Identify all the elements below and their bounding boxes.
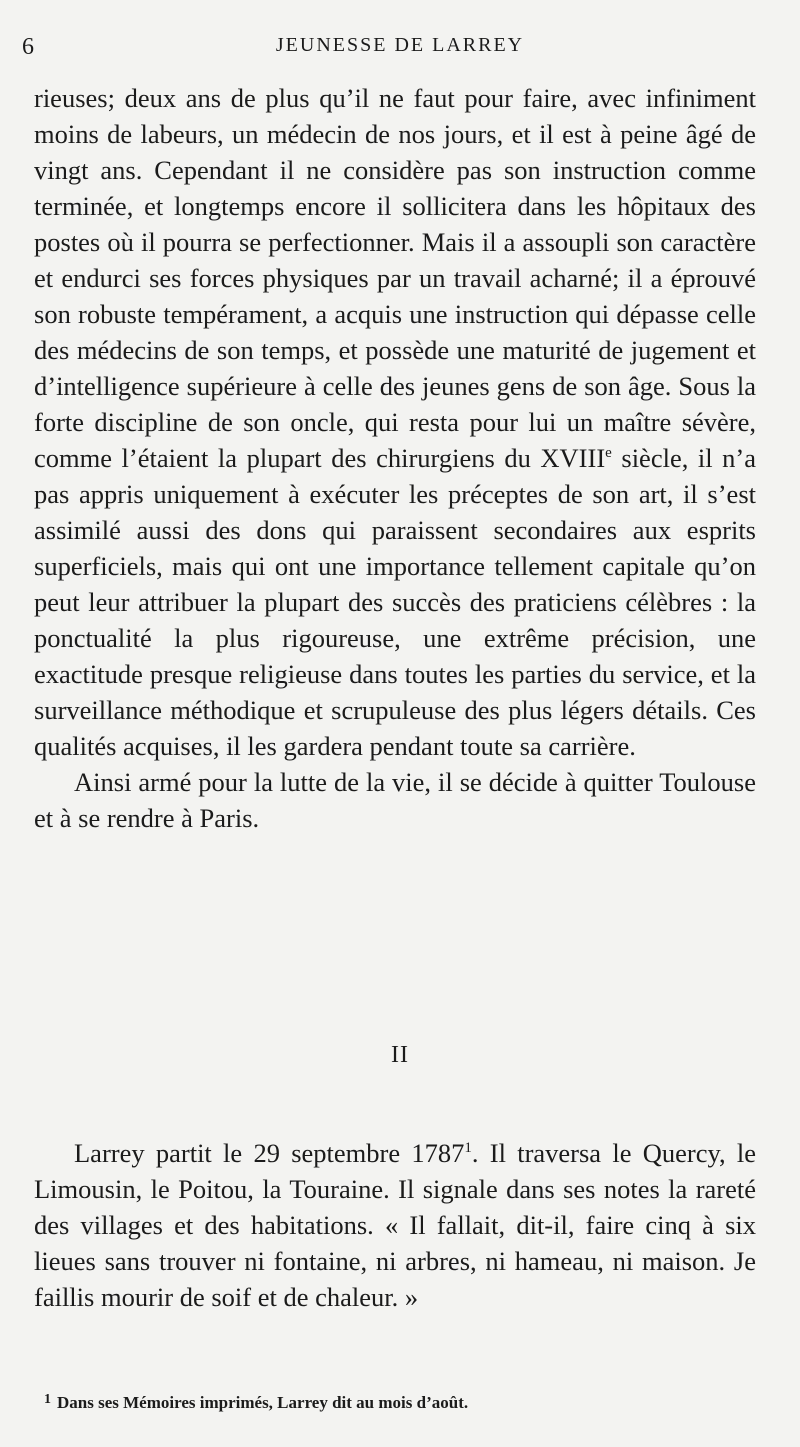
footnote-marker: 1 — [44, 1392, 51, 1407]
page-number: 6 — [22, 34, 34, 60]
page-header — [22, 34, 778, 60]
section-one-text — [34, 80, 756, 836]
footnote-text: Dans ses Mémoires imprimés, Larrey dit au mois d’août. — [57, 1393, 469, 1412]
paragraph-3: Larrey partit le 29 septembre 1787$^1$. Il traversa le Quercy, le Limousin, le Poitou, la Touraine. Il signale dans ses notes la rareté des villages et des habitations. « Il fallait, dit-il, faire cinq à six lieues sans trouver ni fontaine, ni arbres, ni hameau, ni maison. Je faillis mourir de soif et de chaleur. » — [34, 1138, 756, 1312]
section-two-text — [34, 1135, 756, 1315]
paragraph-2: Ainsi armé pour la lutte de la vie, il se décide à quitter Toulouse et à se rendre à Paris. — [34, 767, 756, 833]
running-title: JEUNESSE DE LARREY — [275, 34, 525, 56]
section-heading: II — [391, 1042, 409, 1068]
footnote-reference: 1 — [464, 1140, 472, 1157]
paragraph-1: rieuses; deux ans de plus qu’il ne faut pour faire, avec infiniment moins de labeurs, un médecin de nos jours, et il est à peine âgé de vingt ans. Cependant il ne considère pas son instruction comme terminée, et longtemps encore il sollicitera dans les hôpitaux des postes où il pourra se perfectionner. Mais il a assoupli son caractère et endurci ses forces physiques par un travail acharné; il a éprouvé son robuste tempérament, a acquis une instruction qui dépasse celle des médecins de son temps, et possède une maturité de jugement et d’intelligence supérieure à celle des jeunes gens de son âge. Sous la forte discipline de son oncle, qui resta pour lui un maître sévère, comme l’étaient la plupart des chirurgiens du XVIIIe siècle, il n’a pas appris uniquement à exécuter les préceptes de son art, il s’est assimilé aussi des dons qui paraissent secondaires aux esprits superficiels, mais qui ont une importance tellement capitale qu’on peut leur attribuer la plupart des succès des praticiens célèbres : la ponctualité la plus rigoureuse, une extrême précision, une exactitude presque religieuse dans toutes les parties du service, et la surveillance méthodique et scrupuleuse des plus légers détails. Ces qualités acquises, il les gardera pendant toute sa carrière. — [34, 83, 756, 761]
footnote — [44, 1392, 468, 1413]
